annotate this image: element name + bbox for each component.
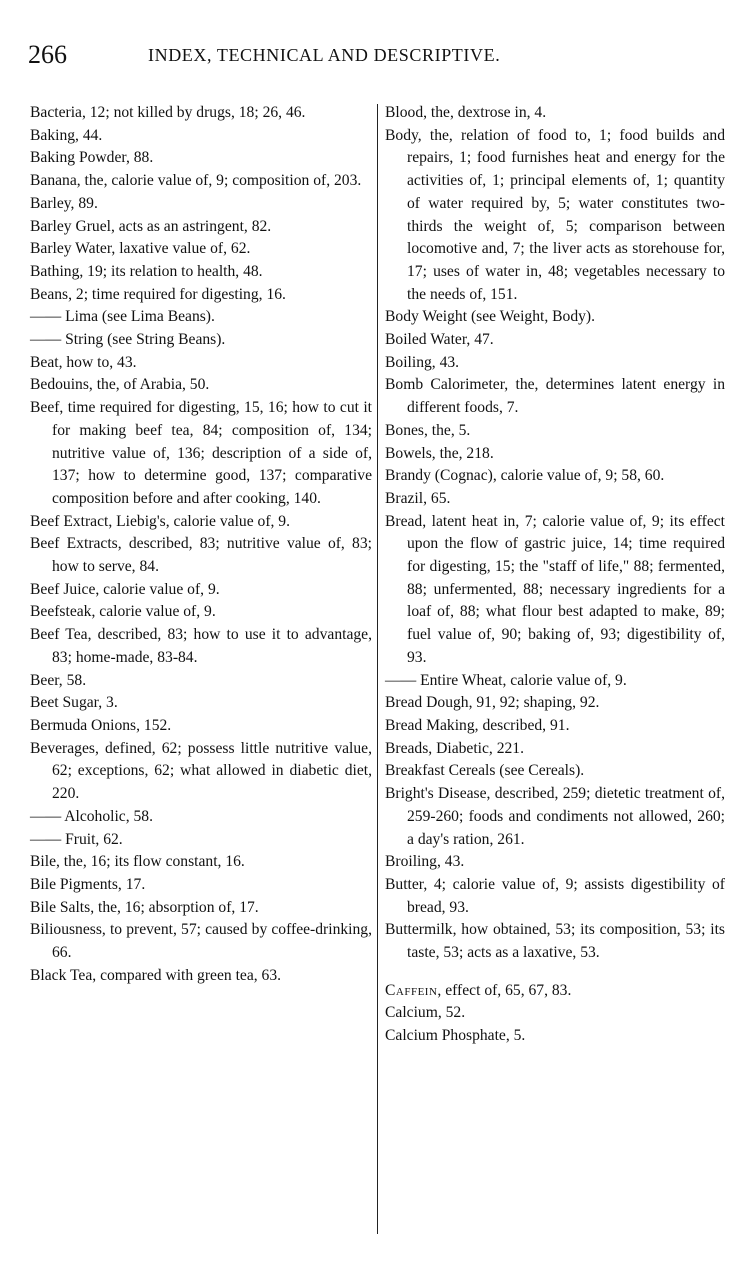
index-entry: Bowels, the, 218.	[385, 444, 494, 462]
index-entry: Barley Gruel, acts as an astringent, 82.	[30, 217, 272, 235]
index-entry: Beat, how to, 43.	[30, 353, 137, 371]
index-subentry: —— Fruit, 62.	[30, 830, 123, 848]
index-entry: Beef Juice, calorie value of, 9.	[30, 580, 220, 598]
index-entry: Banana, the, calorie value of, 9; composition of, 203.	[30, 172, 362, 190]
index-subentry: —— String (see String Beans).	[30, 331, 226, 349]
index-entry: Bile Pigments, 17.	[30, 875, 146, 893]
index-entry: Beer, 58.	[30, 671, 87, 689]
index-entry: Brandy (Cognac), calorie value of, 9; 58, 60.	[385, 467, 665, 485]
index-entry: Barley, 89.	[30, 194, 98, 212]
index-entry: Buttermilk, how obtained, 53; its composition, 53; its taste, 53; acts as a laxative, 53.	[385, 921, 725, 962]
index-entry: Boiling, 43.	[385, 353, 460, 371]
index-entry: Bread, latent heat in, 7; calorie value of, 9; its effect upon the flow of gastric juice, 14; time required for digesting, 15; the "staff of life," 88; fermented, 88; unfermented, 88; necessary ingredients for a loaf of, 88; what flour best adapted to make, 89; fuel value of, 90; baking of, 93; digestibility of, 93.	[385, 512, 725, 666]
index-entry	[385, 980, 725, 1003]
index-entry: Beet Sugar, 3.	[30, 694, 118, 712]
index-entry: Body Weight (see Weight, Body).	[385, 308, 596, 326]
page-header	[28, 40, 728, 74]
index-entry-text: , effect of, 65, 67, 83.	[437, 981, 572, 999]
index-entry: Black Tea, compared with green tea, 63.	[30, 966, 282, 984]
index-subentry: —— Lima (see Lima Beans).	[30, 308, 215, 326]
index-entry: Breads, Diabetic, 221.	[385, 739, 525, 757]
index-entry: Beans, 2; time required for digesting, 16.	[30, 285, 286, 303]
index-entry: Body, the, relation of food to, 1; food builds and repairs, 1; food furnishes heat and energy for the activities of, 1; principal elements of, 1; quantity of water required by, 5; water constitutes two-thirds the weight of, 5; comparison between locomotive and, 7; the liver acts as storehouse for, 17; uses of water in, 48; vegetables necessary to the needs of, 151.	[385, 126, 725, 303]
section-initial-word: Caffein	[385, 981, 438, 999]
index-entry: Beef Tea, described, 83; how to use it to advantage, 83; home-made, 83-84.	[30, 626, 372, 666]
index-entry: Bomb Calorimeter, the, determines latent energy in different foods, 7.	[385, 376, 725, 417]
index-entry: Beefsteak, calorie value of, 9.	[30, 603, 216, 621]
index-subentry: —— Alcoholic, 58.	[30, 807, 154, 825]
index-entry: Beverages, defined, 62; possess little nutritive value, 62; exceptions, 62; what allowed in diabetic diet, 220.	[30, 739, 372, 803]
index-entry: Bright's Disease, described, 259; dietetic treatment of, 259-260; foods and condiments not allowed, 260; a day's ration, 261.	[385, 785, 725, 848]
index-entry: Beef Extract, Liebig's, calorie value of, 9.	[30, 512, 290, 530]
index-entry: Boiled Water, 47.	[385, 331, 494, 349]
index-entry: Bacteria, 12; not killed by drugs, 18; 26, 46.	[30, 104, 306, 121]
index-entry: Bedouins, the, of Arabia, 50.	[30, 376, 210, 394]
index-entry: Bread Dough, 91, 92; shaping, 92.	[385, 694, 600, 712]
index-subentry: —— Entire Wheat, calorie value of, 9.	[385, 671, 627, 689]
index-entry: Bread Making, described, 91.	[385, 716, 570, 734]
index-entry: Bermuda Onions, 152.	[30, 716, 172, 734]
index-entry: Baking Powder, 88.	[30, 149, 154, 167]
column-divider	[377, 104, 378, 1234]
section-gap	[385, 965, 725, 980]
index-entry: Butter, 4; calorie value of, 9; assists digestibility of bread, 93.	[385, 875, 725, 916]
index-entry: Calcium, 52.	[385, 1004, 466, 1022]
index-entry: Biliousness, to prevent, 57; caused by coffee-drinking, 66.	[30, 921, 372, 962]
index-entry: Baking, 44.	[30, 126, 103, 144]
index-entry: Broiling, 43.	[385, 853, 465, 871]
index-entry: Bile, the, 16; its flow constant, 16.	[30, 853, 245, 871]
index-entry: Bile Salts, the, 16; absorption of, 17.	[30, 898, 259, 916]
index-entry: Breakfast Cereals (see Cereals).	[385, 762, 585, 780]
index-entry: Barley Water, laxative value of, 62.	[30, 240, 251, 258]
index-entry: Brazil, 65.	[385, 489, 451, 507]
page-number: 266	[28, 40, 67, 69]
index-entry: Blood, the, dextrose in, 4.	[385, 104, 547, 121]
index-entry: Calcium Phosphate, 5.	[385, 1027, 526, 1045]
running-title: INDEX, TECHNICAL AND DESCRIPTIVE.	[148, 45, 501, 65]
index-entry: Beef, time required for digesting, 15, 16; how to cut it for making beef tea, 84; composition of, 134; nutritive value of, 136; description of a side of, 137; how to determine good, 137; comparative composition before and after cooking, 140.	[30, 399, 372, 507]
index-entry: Bathing, 19; its relation to health, 48.	[30, 262, 263, 280]
index-entry: Bones, the, 5.	[385, 421, 471, 439]
index-column-left	[30, 102, 372, 987]
index-entry: Beef Extracts, described, 83; nutritive value of, 83; how to serve, 84.	[30, 535, 372, 576]
index-column-right	[385, 102, 725, 1048]
